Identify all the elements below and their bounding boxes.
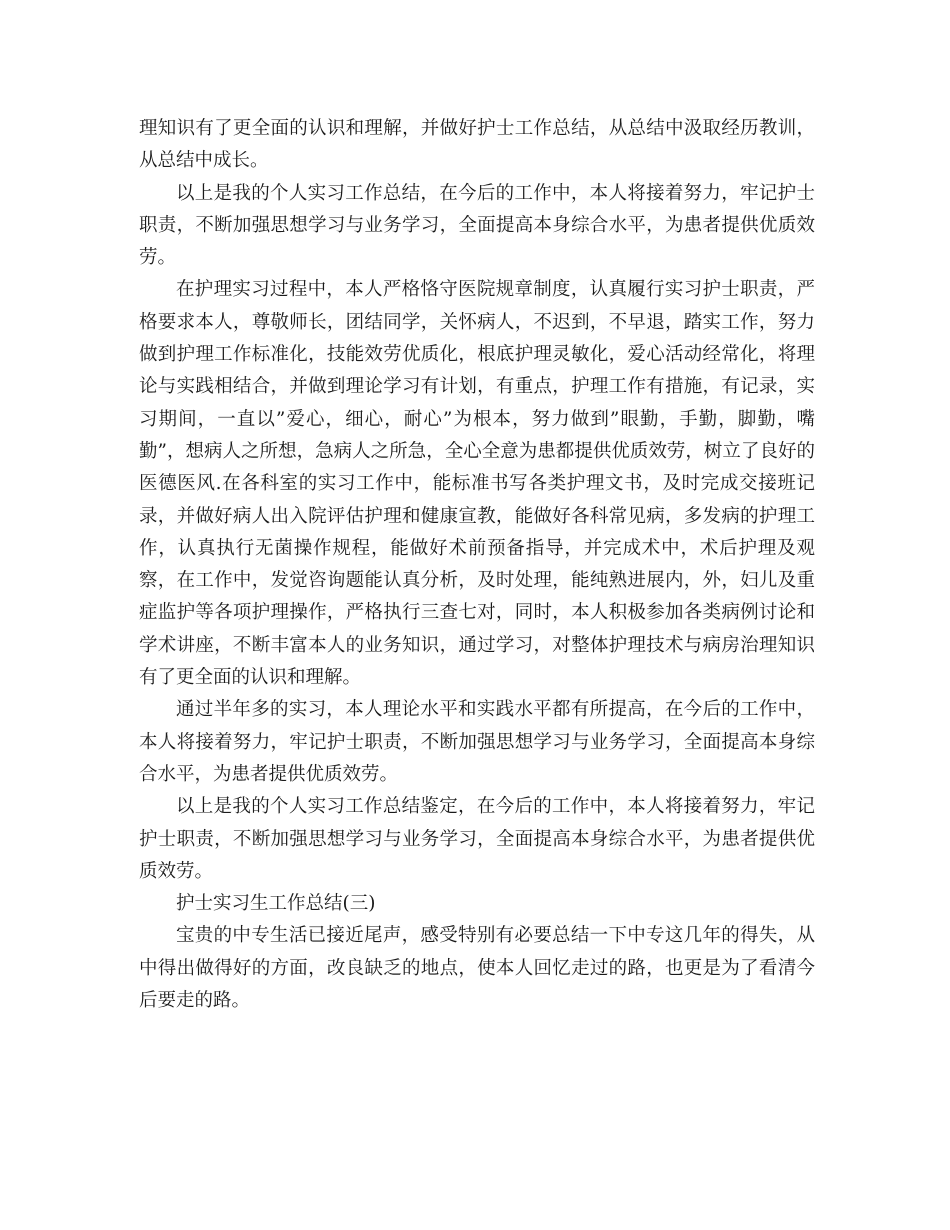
paragraph-summary-appraisal: 以上是我的个人实习工作总结鉴定，在今后的工作中，本人将接着努力，牢记护士职责，不断加强思想学习与业务学习，全面提高本身综合水平，为患者提供优质效劳。	[139, 796, 815, 882]
paragraph-internship-process: 在护理实习过程中，本人严格恪守医院规章制度，认真履行实习护士职责，严格要求本人，尊敬师长，团结同学，关怀病人，不迟到，不早退，踏实工作，努力做到护理工作标准化，技能效劳优质化，根底护理灵敏化，爱心活动经常化，将理论与实践相结合，并做到理论学习有计划，有重点，护理工作有措施，有记录，实习期间，一直以”爱心，细心，耐心”为根本，努力做到”眼勤，手勤，脚勤，嘴勤”，想病人之所想，急病人之所急，全心全意为患都提供优质效劳，树立了良好的医德医风.在各科室的实习工作中，能标准书写各类护理文书，及时完成交接班记录，并做好病人出入院评估护理和健康宣教，能做好各科常见病，多发病的护理工作，认真执行无菌操作规程，能做好术前预备指导，并完成术中，术后护理及观察，在工作中，发觉咨询题能认真分析，及时处理，能纯熟进展内，外，妇儿及重症监护等各项护理操作，严格执行三查七对，同时，本人积极参加各类病例讨论和学术讲座，不断丰富本人的业务知识，通过学习，对整体护理技术与病房治理知识有了更全面的认识和理解。	[139, 279, 815, 689]
paragraph-continuation: 理知识有了更全面的认识和理解，并做好护士工作总结，从总结中汲取经历教训，从总结中成长。	[139, 118, 815, 172]
paragraph-summary-closing: 以上是我的个人实习工作总结，在今后的工作中，本人将接着努力，牢记护士职责，不断加强思想学习与业务学习，全面提高本身综合水平，为患者提供优质效劳。	[139, 182, 815, 269]
paragraph-half-year-progress: 通过半年多的实习，本人理论水平和实践水平都有所提高，在今后的工作中，本人将接着努力，牢记护士职责，不断加强思想学习与业务学习，全面提高本身综合水平，为患者提供优质效劳。	[139, 699, 815, 785]
document-body	[139, 113, 815, 1017]
paragraph-intro: 宝贵的中专生活已接近尾声，感受特别有必要总结一下中专这几年的得失，从中得出做得好的方面，改良缺乏的地点，使本人回忆走过的路，也更是为了看清今后要走的路。	[139, 925, 815, 1012]
section-heading: 护士实习生工作总结(三)	[176, 893, 376, 915]
